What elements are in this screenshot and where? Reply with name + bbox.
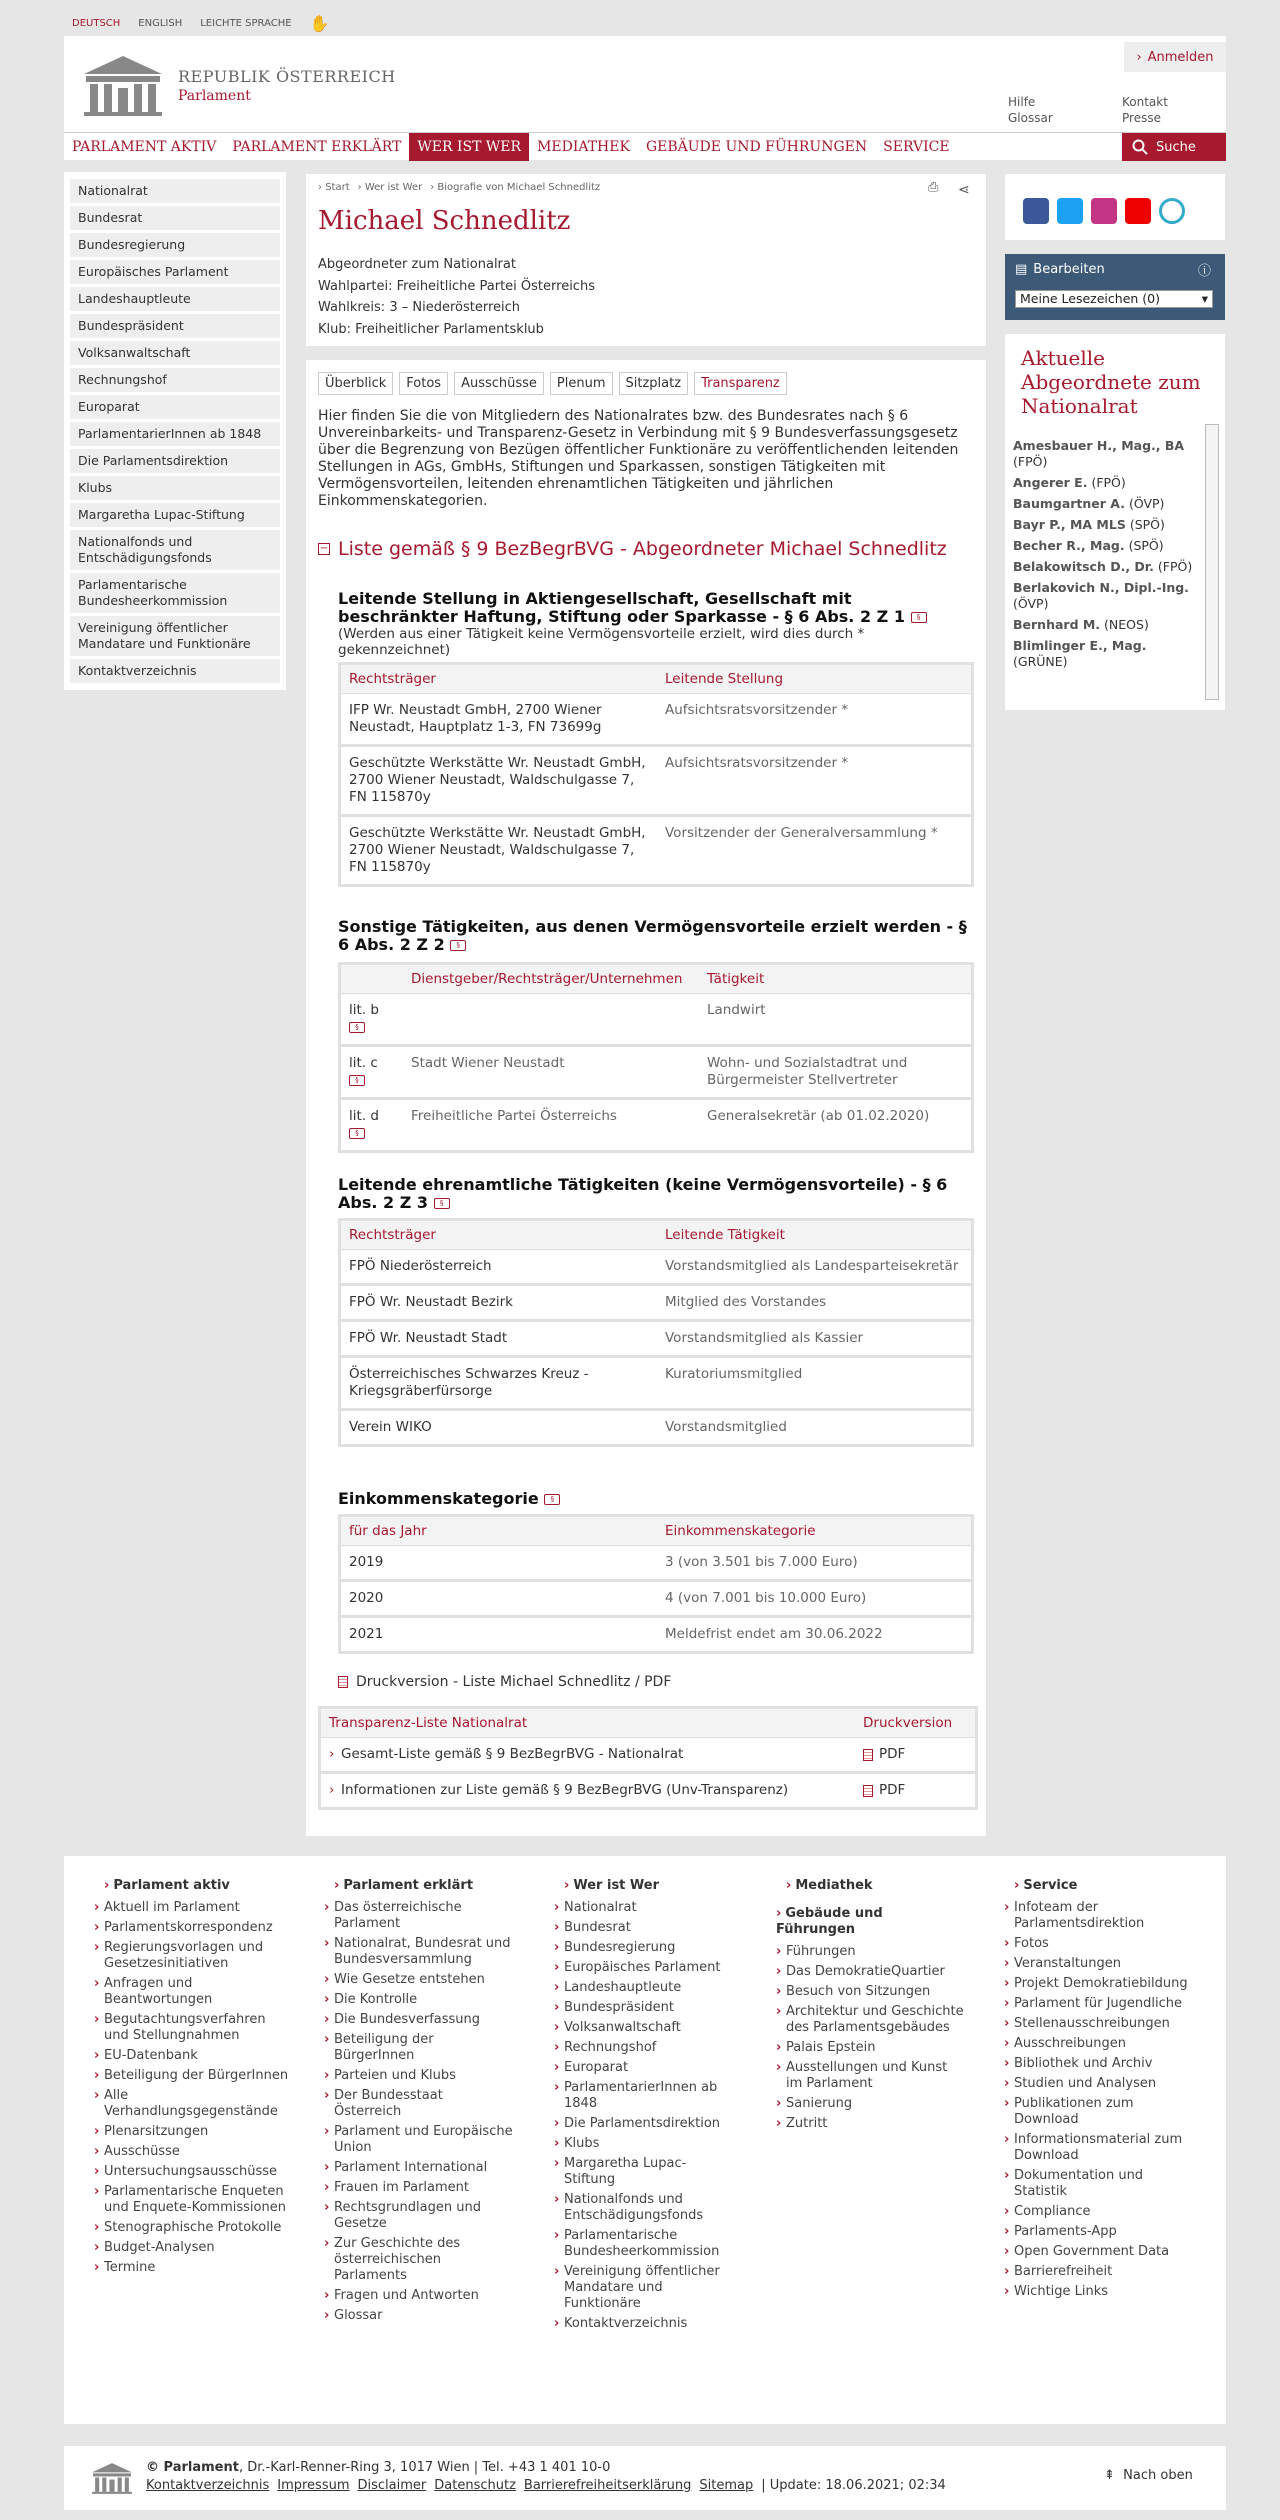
table-row — [341, 1047, 971, 1100]
login-label: Anmelden — [1147, 49, 1214, 65]
cell — [349, 1055, 411, 1089]
logo[interactable] — [80, 54, 396, 116]
cell: Aufsichtsratsvorsitzender * — [665, 755, 849, 771]
left-nav-item[interactable]: Nationalrat — [70, 179, 280, 203]
table-ehrenamtlich — [338, 1218, 974, 1447]
footer-link[interactable]: › Infoteam der Parlamentsdirektion — [1004, 1900, 1194, 1932]
footer-link[interactable]: › Termine — [94, 2260, 294, 2276]
transparency-list-link[interactable]: › Gesamt-Liste gemäß § 9 BezBegrBVG - Nationalrat — [329, 1746, 684, 1762]
tab-transparenz[interactable]: Transparenz — [694, 372, 787, 395]
footer-link[interactable]: › Regierungsvorlagen und Gesetzesinitiativen — [94, 1940, 294, 1972]
page-title: Michael Schnedlitz — [318, 206, 571, 236]
back-to-top[interactable]: ⇞ Nach oben — [1104, 2468, 1193, 2483]
nav-parlament-aktiv[interactable]: PARLAMENT AKTIV — [72, 138, 217, 155]
pdf-icon — [338, 1676, 348, 1688]
cell: 3 (von 3.501 bis 7.000 Euro) — [665, 1554, 858, 1570]
bottom-link[interactable]: Kontaktverzeichnis — [146, 2478, 270, 2493]
footer-link[interactable]: › Klubs — [554, 2136, 734, 2152]
footer-link[interactable]: › Zur Geschichte des österreichischen Parlaments — [324, 2236, 514, 2284]
cell: 2021 — [349, 1626, 384, 1642]
member-item[interactable]: Bayr P., MA MLS (SPÖ) — [1013, 517, 1165, 532]
table-row — [341, 1618, 971, 1651]
footer-link[interactable]: › Rechnungshof — [554, 2040, 734, 2056]
left-nav — [64, 172, 286, 690]
table-einkommen — [338, 1514, 974, 1654]
person-header — [306, 174, 986, 346]
left-nav-item[interactable]: Kontaktverzeichnis — [70, 659, 280, 683]
footer-link[interactable]: › Parlamentarische Bundesheerkommission — [554, 2228, 734, 2260]
table-row — [321, 1774, 975, 1807]
member-item[interactable]: Belakowitsch D., Dr. (FPÖ) — [1013, 559, 1193, 574]
footer-link[interactable]: › Nationalrat — [554, 1900, 734, 1916]
person-club: Klub: Freiheitlicher Parlamentsklub — [318, 321, 544, 337]
table-row — [341, 1582, 971, 1618]
table-row — [341, 747, 971, 817]
nav-service[interactable]: SERVICE — [883, 138, 950, 155]
podcast-icon[interactable] — [1159, 198, 1185, 224]
person-info — [318, 254, 595, 340]
footer-link[interactable]: › Europäisches Parlament — [554, 1960, 734, 1976]
cell — [411, 1002, 707, 1036]
print-version-link[interactable] — [338, 1674, 671, 1690]
table-row — [341, 817, 971, 884]
left-nav-item[interactable]: Rechnungshof — [70, 368, 280, 392]
edit-box — [1005, 254, 1225, 320]
person-district: Wahlkreis: 3 – Niederösterreich — [318, 300, 520, 315]
footer-link[interactable]: › Ausschüsse — [94, 2144, 294, 2160]
instagram-icon[interactable] — [1091, 198, 1117, 224]
footer-link[interactable]: › Compliance — [1004, 2204, 1194, 2220]
cell: Wohn- und Sozialstadtrat und Bürgermeister Stellvertreter — [707, 1055, 908, 1088]
section-title: Leitende ehrenamtliche Tätigkeiten (keine Vermögensvorteile) - § 6 Abs. 2 Z 3 § — [338, 1175, 948, 1212]
copyright: © Parlament — [146, 2460, 239, 2475]
crumb-wer-ist-wer[interactable]: › Wer ist Wer — [357, 182, 423, 193]
footer-heading[interactable]: › Parlament erklärt — [334, 1878, 474, 1893]
footer-link[interactable]: › Stellenausschreibungen — [1004, 2016, 1194, 2032]
section-title: Sonstige Tätigkeiten, aus denen Vermögensvorteile erzielt werden - § 6 Abs. 2 Z 2 § — [338, 917, 967, 954]
table-header: Transparenz-Liste Nationalrat Druckversion — [321, 1709, 975, 1738]
table-sonstige — [338, 962, 974, 1153]
left-nav-item[interactable]: Europäisches Parlament — [70, 260, 280, 284]
section-sonstige — [338, 918, 974, 1153]
cell: Geschützte Werkstätte Wr. Neustadt GmbH, 2700 Wiener Neustadt, Waldschulgasse 7, FN 115870y — [349, 825, 646, 875]
table-row — [341, 1100, 971, 1150]
footer-link[interactable]: › Wie Gesetze entstehen — [324, 1972, 514, 1988]
bottom-link[interactable]: Barrierefreiheitserklärung — [523, 2478, 692, 2493]
twitter-icon[interactable] — [1057, 198, 1083, 224]
cell: 2020 — [349, 1590, 384, 1606]
footer-link[interactable]: › Parlaments-App — [1004, 2224, 1194, 2240]
cell: Kuratoriumsmitglied — [665, 1366, 803, 1382]
table-header: Rechtsträger Leitende Tätigkeit — [341, 1221, 971, 1250]
cell: Landwirt — [707, 1002, 766, 1018]
footer-link[interactable]: › Wichtige Links — [1004, 2284, 1194, 2300]
language-bar — [72, 14, 330, 33]
footer-link[interactable]: › Nationalrat, Bundesrat und Bundesversammlung — [324, 1936, 514, 1968]
bottom-link[interactable]: Datenschutz — [434, 2478, 516, 2493]
cell: FPÖ Wr. Neustadt Bezirk — [349, 1294, 513, 1310]
table-row — [341, 1411, 971, 1444]
current-members-title: Aktuelle Abgeordnete zum Nationalrat — [1021, 346, 1201, 418]
nav-mediathek[interactable]: MEDIATHEK — [537, 138, 630, 155]
footer-link[interactable]: › Stenographische Protokolle — [94, 2220, 294, 2236]
login-button[interactable]: › Anmelden — [1124, 42, 1226, 72]
footer-link[interactable]: › Parteien und Klubs — [324, 2068, 514, 2084]
share-icon[interactable]: ⋖ — [958, 182, 970, 198]
search-button[interactable] — [1122, 133, 1226, 161]
transparency-list-table — [318, 1706, 978, 1810]
member-item[interactable]: Becher R., Mag. (SPÖ) — [1013, 538, 1164, 553]
table-header: für das Jahr Einkommenskategorie — [341, 1517, 971, 1546]
lit-label: lit. c — [349, 1055, 378, 1071]
bottom-bar — [64, 2446, 1226, 2510]
member-item[interactable]: Amesbauer H., Mag., BA (FPÖ) — [1013, 438, 1185, 469]
header — [64, 36, 1226, 132]
breadcrumb — [318, 182, 600, 193]
cell: Meldefrist endet am 30.06.2022 — [665, 1626, 883, 1642]
search-label: Suche — [1156, 139, 1196, 155]
footer-link[interactable]: › Das österreichische Parlament — [324, 1900, 514, 1932]
cell: Vorstandsmitglied als Kassier — [665, 1330, 864, 1346]
left-nav-item[interactable]: Europarat — [70, 395, 280, 419]
pdf-link[interactable]: PDF — [863, 1746, 905, 1763]
cell: Verein WIKO — [349, 1419, 432, 1435]
cell: 4 (von 7.001 bis 10.000 Euro) — [665, 1590, 867, 1606]
parliament-logo-icon — [80, 54, 166, 116]
cell: Mitglied des Vorstandes — [665, 1294, 827, 1310]
footer-heading[interactable]: › Wer ist Wer — [564, 1878, 660, 1893]
section-einkommen — [338, 1490, 974, 1654]
left-nav-item[interactable]: Landeshauptleute — [70, 287, 280, 311]
cell: Österreichisches Schwarzes Kreuz - Kriegsgräberfürsorge — [349, 1366, 589, 1399]
left-nav-item[interactable]: ParlamentarierInnen ab 1848 — [70, 422, 280, 446]
footer-link[interactable]: › Barrierefreiheit — [1004, 2264, 1194, 2280]
footer-link[interactable]: › Plenarsitzungen — [94, 2124, 294, 2140]
member-item[interactable]: Blimlinger E., Mag. (GRÜNE) — [1013, 638, 1147, 669]
footer-link[interactable]: › Anfragen und Beantwortungen — [94, 1976, 294, 2008]
cell: Freiheitliche Partei Österreichs — [411, 1108, 617, 1124]
footer-heading[interactable]: › Parlament aktiv — [104, 1878, 230, 1893]
footer-link[interactable]: › Sanierung — [776, 2096, 966, 2112]
footer-link[interactable]: › EU-Datenbank — [94, 2048, 294, 2064]
footer-link[interactable]: › Dokumentation und Statistik — [1004, 2168, 1194, 2200]
table-row — [341, 1286, 971, 1322]
nav-parlament-erklaert[interactable]: PARLAMENT ERKLÄRT — [232, 138, 402, 155]
transparency-list-link[interactable]: › Informationen zur Liste gemäß § 9 BezBegrBVG (Unv-Transparenz) — [329, 1782, 789, 1798]
intro-text: Hier finden Sie die von Mitgliedern des Nationalrates bzw. des Bundesrates nach § 6 Unvereinbarkeits- und Transparenz-Gesetz in Verbindung mit § 9 Bundesverfassungsgesetz über die Begrenzung von Bezügen öffentlicher Funktionäre zu veröffentlichenden leitenden Stellungen in AGs, GmbHs, Stiftungen und Sparkassen, sonstigen Tätigkeiten mit Vermögensvorteilen, leitenden ehrenamtlichen Tätigkeiten und jährlichen Einkommenskategorien. — [318, 408, 959, 509]
left-nav-item[interactable]: Bundesrat — [70, 206, 280, 230]
main-nav — [64, 132, 1226, 160]
glossary-link[interactable]: Glossar — [1008, 111, 1053, 125]
pdf-icon — [863, 1749, 873, 1761]
left-nav-item[interactable]: Vereinigung öffentlicher Mandatare und Funktionäre — [70, 616, 280, 656]
footer-link[interactable]: › Nationalfonds und Entschädigungsfonds — [554, 2192, 734, 2224]
footer-link[interactable]: › Beteiligung der BürgerInnen — [94, 2068, 294, 2084]
table-row — [341, 1546, 971, 1582]
print-version-label: Druckversion - Liste Michael Schnedlitz / PDF — [356, 1674, 672, 1690]
nav-wer-ist-wer[interactable]: WER IST WER — [409, 133, 529, 161]
footer-heading[interactable]: › Gebäude und Führungen — [776, 1906, 883, 1937]
nav-gebaeude[interactable]: GEBÄUDE UND FÜHRUNGEN — [645, 138, 868, 155]
footer-link[interactable]: › Führungen — [776, 1944, 966, 1960]
footer-link[interactable]: › Veranstaltungen — [1004, 1956, 1194, 1972]
info-icon[interactable]: § — [911, 612, 927, 623]
contact-link[interactable]: Kontakt — [1122, 95, 1168, 109]
member-item[interactable]: Angerer E. (FPÖ) — [1013, 475, 1126, 490]
footer-link[interactable]: › Das DemokratieQuartier — [776, 1964, 966, 1980]
cell: Aufsichtsratsvorsitzender * — [665, 702, 849, 718]
footer-link[interactable]: › Parlamentarische Enqueten und Enquete-Kommissionen — [94, 2184, 294, 2216]
footer-link[interactable]: › Die Bundesverfassung — [324, 2012, 514, 2028]
update-date: | Update: 18.06.2021; 02:34 — [761, 2478, 946, 2493]
footer-link[interactable]: › Frauen im Parlament — [324, 2180, 514, 2196]
footer-link[interactable]: › Begutachtungsverfahren und Stellungnahmen — [94, 2012, 294, 2044]
footer-link[interactable]: › Budget-Analysen — [94, 2240, 294, 2256]
lit-label: lit. d — [349, 1108, 379, 1124]
scrollbar[interactable] — [1205, 424, 1219, 700]
footer-link[interactable]: › Der Bundesstaat Österreich — [324, 2088, 514, 2120]
press-link[interactable]: Presse — [1122, 111, 1161, 125]
footer-link[interactable]: › Rechtsgrundlagen und Gesetze — [324, 2200, 514, 2232]
footer-link[interactable]: › Parlament und Europäische Union — [324, 2124, 514, 2156]
bottom-link[interactable]: Disclaimer — [357, 2478, 427, 2493]
footer-link[interactable]: › Studien und Analysen — [1004, 2076, 1194, 2092]
left-nav-item[interactable]: Parlamentarische Bundesheerkommission — [70, 573, 280, 613]
bookmark-select[interactable]: Meine Lesezeichen (0) ▾ — [1015, 290, 1213, 308]
footer-link[interactable]: › Bundesrat — [554, 1920, 734, 1936]
cell: Vorsitzender der Generalversammlung * — [665, 825, 938, 841]
member-item[interactable]: Baumgartner A. (ÖVP) — [1013, 496, 1165, 511]
social-box — [1005, 174, 1225, 240]
help-links — [1008, 94, 1053, 126]
footer-heading[interactable]: › Mediathek — [786, 1878, 873, 1893]
footer-link[interactable]: › Margaretha Lupac-Stiftung — [554, 2156, 734, 2188]
footer-link[interactable]: › Publikationen zum Download — [1004, 2096, 1194, 2128]
section-leitende-stellung — [338, 590, 974, 887]
footer-link[interactable]: › Projekt Demokratiebildung — [1004, 1976, 1194, 1992]
cell: IFP Wr. Neustadt GmbH, 2700 Wiener Neustadt, Hauptplatz 1-3, FN 73699g — [349, 702, 602, 735]
sign-language-icon[interactable]: ✋ — [309, 14, 330, 33]
footer-link[interactable]: › Aktuell im Parlament — [94, 1900, 294, 1916]
table-leitende-stellung — [338, 662, 974, 887]
cell: Vorstandsmitglied — [665, 1419, 787, 1435]
footer-link[interactable]: › Die Kontrolle — [324, 1992, 514, 2008]
youtube-icon[interactable] — [1125, 198, 1151, 224]
footer-link[interactable]: › Ausstellungen und Kunst im Parlament — [776, 2060, 966, 2092]
cell: Stadt Wiener Neustadt — [411, 1055, 565, 1071]
lang-easy[interactable]: LEICHTE SPRACHE — [200, 18, 292, 29]
info-icon[interactable]: § — [434, 1198, 450, 1209]
cell: 2019 — [349, 1554, 384, 1570]
footer-link[interactable]: › Vereinigung öffentlicher Mandatare und Funktionäre — [554, 2264, 734, 2312]
cell: Vorstandsmitglied als Landesparteisekretär — [665, 1258, 959, 1274]
lit-label: lit. b — [349, 1002, 379, 1018]
footer-link[interactable]: › Architektur und Geschichte des Parlamentsgebäudes — [776, 2004, 966, 2036]
footer-link[interactable]: › Bibliothek und Archiv — [1004, 2056, 1194, 2072]
edit-title: Bearbeiten — [1033, 262, 1105, 277]
footer-link[interactable]: › Palais Epstein — [776, 2040, 966, 2056]
logo-title: REPUBLIK ÖSTERREICH — [178, 66, 396, 86]
info-icon[interactable]: § — [544, 1494, 560, 1505]
lang-deutsch[interactable]: DEUTSCH — [72, 18, 121, 29]
contact-links — [1122, 94, 1168, 126]
member-item[interactable]: Berlakovich N., Dipl.-Ing. (ÖVP) — [1013, 580, 1189, 611]
crumb-start[interactable]: › Start — [318, 182, 350, 193]
table-row — [341, 1358, 971, 1411]
footer-link[interactable]: › Untersuchungsausschüsse — [94, 2164, 294, 2180]
info-icon[interactable]: § — [349, 1022, 365, 1033]
transparency-panel — [306, 360, 986, 1836]
footer-link[interactable]: › ParlamentarierInnen ab 1848 — [554, 2080, 734, 2112]
left-nav-item[interactable]: Klubs — [70, 476, 280, 500]
tab-sitzplatz[interactable]: Sitzplatz — [619, 372, 689, 395]
section-title: Einkommenskategorie § — [338, 1490, 974, 1508]
footer-link[interactable]: › Open Government Data — [1004, 2244, 1194, 2260]
left-nav-item[interactable]: Volksanwaltschaft — [70, 341, 280, 365]
tab-plenum[interactable]: Plenum — [550, 372, 613, 395]
footer-link[interactable]: › Zutritt — [776, 2116, 966, 2132]
cell — [349, 1108, 411, 1142]
address: , Dr.-Karl-Renner-Ring 3, 1017 Wien | Tel. +43 1 401 10-0 — [238, 2460, 611, 2475]
help-link[interactable]: Hilfe — [1008, 95, 1036, 109]
footer-link[interactable]: › Europarat — [554, 2060, 734, 2076]
table-row — [341, 1250, 971, 1286]
info-icon[interactable]: § — [450, 940, 466, 951]
person-party: Wahlpartei: Freiheitliche Partei Österreichs — [318, 278, 595, 294]
facebook-icon[interactable] — [1023, 198, 1049, 224]
info-toggle-icon[interactable]: ⓘ — [1197, 264, 1211, 279]
footer-link[interactable]: › Landeshauptleute — [554, 1980, 734, 1996]
search-icon — [1132, 139, 1148, 155]
tab-ausschuesse[interactable]: Ausschüsse — [454, 372, 544, 395]
tab-bar — [318, 372, 787, 395]
left-nav-item[interactable]: Die Parlamentsdirektion — [70, 449, 280, 473]
table-header: Rechtsträger Leitende Stellung — [341, 665, 971, 694]
tab-ueberblick[interactable]: Überblick — [318, 372, 393, 395]
lang-english[interactable]: ENGLISH — [138, 18, 183, 29]
table-row — [341, 694, 971, 747]
left-nav-item[interactable]: Margaretha Lupac-Stiftung — [70, 503, 280, 527]
footer-link[interactable]: › Alle Verhandlungsgegenstände — [94, 2088, 294, 2120]
cell: FPÖ Wr. Neustadt Stadt — [349, 1330, 508, 1346]
footer-link[interactable]: › Parlament International — [324, 2160, 514, 2176]
footer-link[interactable]: › Bundespräsident — [554, 2000, 734, 2016]
list-heading[interactable] — [318, 538, 947, 560]
table-row — [341, 994, 971, 1047]
parliament-small-icon — [90, 2462, 134, 2494]
footer — [64, 1856, 1226, 2424]
footer-link[interactable]: › Volksanwaltschaft — [554, 2020, 734, 2036]
footer-link[interactable]: › Parlamentskorrespondenz — [94, 1920, 294, 1936]
member-item[interactable]: Bernhard M. (NEOS) — [1013, 617, 1149, 632]
edit-icon: ▤ — [1015, 262, 1028, 277]
pdf-link[interactable]: PDF — [863, 1782, 905, 1799]
footer-link[interactable]: › Glossar — [324, 2308, 514, 2324]
cell: Generalsekretär (ab 01.02.2020) — [707, 1108, 930, 1124]
table-header: Dienstgeber/Rechtsträger/Unternehmen Tätigkeit — [341, 965, 971, 994]
crumb-current: › Biografie von Michael Schnedlitz — [430, 182, 601, 193]
footer-link[interactable]: › Ausschreibungen — [1004, 2036, 1194, 2052]
collapse-icon[interactable]: − — [319, 543, 329, 554]
list-heading-label: Liste gemäß § 9 BezBegrBVG - Abgeordneter Michael Schnedlitz — [338, 538, 947, 560]
footer-heading[interactable]: › Service — [1014, 1878, 1078, 1893]
footer-link[interactable]: › Besuch von Sitzungen — [776, 1984, 966, 2000]
bottom-link[interactable]: Sitemap — [699, 2478, 754, 2493]
logo-subtitle: Parlament — [178, 87, 251, 104]
left-nav-item[interactable]: Bundesregierung — [70, 233, 280, 257]
pdf-icon — [863, 1785, 873, 1797]
left-nav-item[interactable]: Nationalfonds und Entschädigungsfonds — [70, 530, 280, 570]
section-title: Leitende Stellung in Aktiengesellschaft, Gesellschaft mit beschränkter Haftung, Stiftung oder Sparkasse - § 6 Abs. 2 Z 1 § — [338, 590, 974, 626]
section-note: (Werden aus einer Tätigkeit keine Vermögensvorteile erzielt, wird dies durch * gekennzeichnet) — [338, 626, 865, 658]
footer-link[interactable]: › Kontaktverzeichnis — [554, 2316, 734, 2332]
bottom-link[interactable]: Impressum — [277, 2478, 350, 2493]
footer-link[interactable]: › Beteiligung der BürgerInnen — [324, 2032, 514, 2064]
bookmark-icon[interactable]: ⎙ — [928, 180, 939, 195]
cell: FPÖ Niederösterreich — [349, 1258, 492, 1274]
footer-link[interactable]: › Fotos — [1004, 1936, 1194, 1952]
cell — [349, 1002, 411, 1036]
current-members-box — [1005, 334, 1225, 710]
section-ehrenamtlich — [338, 1176, 974, 1447]
info-icon[interactable]: § — [349, 1075, 365, 1086]
cell: Geschützte Werkstätte Wr. Neustadt GmbH, 2700 Wiener Neustadt, Waldschulgasse 7, FN 115870y — [349, 755, 646, 805]
left-nav-item[interactable]: Bundespräsident — [70, 314, 280, 338]
footer-link[interactable]: › Fragen und Antworten — [324, 2288, 514, 2304]
footer-link[interactable]: › Die Parlamentsdirektion — [554, 2116, 734, 2132]
info-icon[interactable]: § — [349, 1128, 365, 1139]
table-row — [321, 1738, 975, 1774]
table-row — [341, 1322, 971, 1358]
footer-link[interactable]: › Bundesregierung — [554, 1940, 734, 1956]
footer-link[interactable]: › Informationsmaterial zum Download — [1004, 2132, 1194, 2164]
tab-fotos[interactable]: Fotos — [399, 372, 448, 395]
footer-link[interactable]: › Parlament für Jugendliche — [1004, 1996, 1194, 2012]
person-role: Abgeordneter zum Nationalrat — [318, 257, 516, 272]
